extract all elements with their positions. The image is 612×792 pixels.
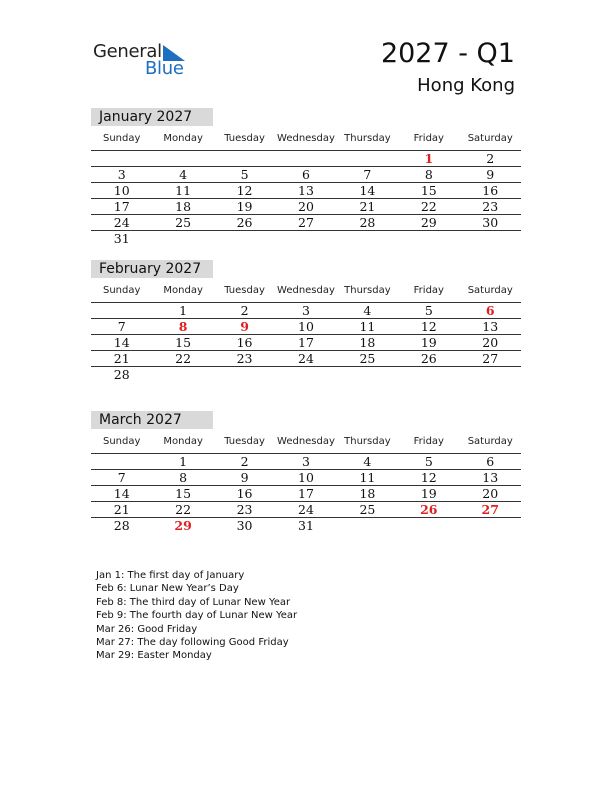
day-cell: 10 — [298, 470, 314, 485]
week-row — [91, 214, 521, 230]
day-cell: 24 — [113, 215, 130, 230]
day-cell: 8 — [424, 167, 433, 182]
day-cell — [337, 151, 398, 166]
page-title: 2027 - Q1 — [380, 38, 515, 69]
logo-word-general: General — [93, 41, 162, 62]
weekday-label: Friday — [413, 133, 444, 144]
weekday-label: Friday — [413, 436, 444, 447]
holiday-notes — [96, 569, 297, 663]
day-cell: 25 — [359, 351, 376, 366]
month-calendar-march — [91, 411, 521, 533]
day-cell — [398, 518, 459, 533]
month-calendar-january — [91, 108, 521, 246]
day-cell: 3 — [302, 454, 310, 469]
day-cell: 5 — [424, 303, 433, 318]
weekday-label: Wednesday — [277, 285, 335, 296]
day-cell: 27 — [482, 351, 499, 366]
logo — [93, 41, 193, 81]
day-cell: 8 — [178, 319, 188, 334]
day-cell: 17 — [113, 199, 130, 214]
day-cell — [91, 303, 152, 318]
day-cell: 8 — [179, 470, 188, 485]
week-row — [91, 302, 521, 318]
day-cell: 22 — [175, 351, 192, 366]
day-cell: 14 — [359, 183, 376, 198]
day-cell — [275, 367, 336, 382]
day-cell: 12 — [420, 470, 437, 485]
day-cell: 21 — [113, 502, 130, 517]
holiday-note: Feb 8: The third day of Lunar New Year — [96, 596, 291, 608]
day-cell: 20 — [298, 199, 314, 214]
day-cell: 21 — [113, 351, 130, 366]
day-cell: 1 — [179, 454, 188, 469]
day-cell: 1 — [424, 151, 434, 166]
week-row — [91, 517, 521, 533]
holiday-note: Feb 6: Lunar New Year’s Day — [96, 583, 239, 595]
day-cell: 16 — [236, 335, 253, 350]
day-cell: 11 — [359, 319, 376, 334]
day-cell: 26 — [420, 351, 437, 366]
month-grid — [91, 453, 521, 533]
day-cell: 23 — [482, 199, 499, 214]
day-cell: 10 — [298, 319, 314, 334]
holiday-note: Mar 27: The day following Good Friday — [96, 637, 289, 649]
day-cell: 26 — [236, 215, 253, 230]
day-cell: 23 — [236, 351, 253, 366]
day-cell: 19 — [236, 199, 253, 214]
day-cell: 30 — [482, 215, 499, 230]
weekday-label: Wednesday — [277, 133, 335, 144]
day-cell — [275, 151, 336, 166]
week-row — [91, 230, 521, 246]
day-cell: 28 — [113, 367, 130, 382]
week-row — [91, 198, 521, 214]
holiday-note: Mar 26: Good Friday — [96, 623, 198, 635]
day-cell: 3 — [117, 167, 126, 182]
day-cell — [275, 231, 336, 246]
week-row — [91, 485, 521, 501]
weekday-label: Saturday — [467, 285, 513, 296]
weekday-label: Monday — [163, 133, 203, 144]
day-cell — [214, 151, 275, 166]
holiday-note: Mar 29: Easter Monday — [96, 650, 212, 662]
day-cell: 5 — [240, 167, 249, 182]
day-cell: 25 — [359, 502, 376, 517]
day-cell: 28 — [113, 518, 130, 533]
day-cell — [460, 231, 521, 246]
day-cell: 26 — [420, 502, 438, 517]
day-cell: 7 — [117, 470, 126, 485]
day-cell: 1 — [179, 303, 188, 318]
day-cell: 4 — [179, 167, 188, 182]
day-cell: 13 — [298, 183, 314, 198]
week-row — [91, 469, 521, 485]
day-cell: 30 — [236, 518, 253, 533]
day-cell — [152, 231, 213, 246]
day-cell: 18 — [175, 199, 192, 214]
weekday-label: Saturday — [467, 436, 513, 447]
day-cell: 23 — [236, 502, 253, 517]
day-cell: 4 — [363, 454, 372, 469]
day-cell: 11 — [359, 470, 376, 485]
day-cell — [91, 151, 152, 166]
day-cell — [337, 231, 398, 246]
day-cell: 15 — [420, 183, 437, 198]
day-cell: 12 — [236, 183, 253, 198]
day-cell: 3 — [302, 303, 310, 318]
day-cell — [214, 367, 275, 382]
day-cell: 19 — [420, 486, 437, 501]
month-grid — [91, 150, 521, 246]
day-cell: 19 — [420, 335, 437, 350]
weekday-label: Monday — [163, 285, 203, 296]
day-cell: 2 — [486, 151, 495, 166]
day-cell: 6 — [302, 167, 310, 182]
weekday-header-row — [91, 436, 521, 450]
day-cell: 14 — [113, 335, 130, 350]
day-cell: 27 — [481, 502, 499, 517]
week-row — [91, 334, 521, 350]
day-cell: 21 — [359, 199, 376, 214]
day-cell: 15 — [175, 335, 192, 350]
day-cell: 18 — [359, 486, 376, 501]
weekday-label: Sunday — [103, 285, 141, 296]
month-title: January 2027 — [91, 108, 213, 126]
day-cell — [398, 231, 459, 246]
day-cell — [214, 231, 275, 246]
day-cell: 17 — [298, 486, 314, 501]
day-cell: 17 — [298, 335, 314, 350]
holiday-note: Jan 1: The first day of January — [96, 570, 245, 581]
day-cell — [398, 367, 459, 382]
day-cell: 29 — [420, 215, 437, 230]
weekday-label: Tuesday — [224, 285, 265, 296]
day-cell: 31 — [113, 231, 130, 246]
week-row — [91, 366, 521, 382]
month-title: March 2027 — [91, 411, 213, 429]
day-cell: 13 — [482, 319, 499, 334]
day-cell — [337, 367, 398, 382]
weekday-label: Monday — [163, 436, 203, 447]
weekday-label: Friday — [413, 285, 444, 296]
day-cell: 22 — [420, 199, 437, 214]
day-cell: 10 — [113, 183, 130, 198]
day-cell — [152, 367, 213, 382]
weekday-label: Thursday — [344, 436, 391, 447]
month-grid — [91, 302, 521, 382]
weekday-header-row — [91, 133, 521, 147]
day-cell: 24 — [298, 351, 314, 366]
weekday-label: Sunday — [103, 436, 141, 447]
day-cell: 31 — [298, 518, 314, 533]
day-cell: 15 — [175, 486, 192, 501]
day-cell — [460, 518, 521, 533]
day-cell: 20 — [482, 486, 499, 501]
day-cell — [460, 367, 521, 382]
day-cell: 7 — [117, 319, 126, 334]
month-title: February 2027 — [91, 260, 213, 278]
day-cell: 4 — [363, 303, 372, 318]
day-cell: 22 — [175, 502, 192, 517]
day-cell: 6 — [486, 454, 495, 469]
day-cell: 24 — [298, 502, 314, 517]
day-cell: 9 — [486, 167, 495, 182]
day-cell: 12 — [420, 319, 437, 334]
week-row — [91, 150, 521, 166]
week-row — [91, 453, 521, 469]
day-cell: 13 — [482, 470, 499, 485]
day-cell: 27 — [298, 215, 314, 230]
day-cell: 14 — [113, 486, 130, 501]
weekday-label: Sunday — [103, 133, 141, 144]
weekday-label: Tuesday — [224, 436, 265, 447]
page-subtitle: Hong Kong — [417, 75, 515, 96]
day-cell: 7 — [363, 167, 372, 182]
day-cell — [337, 518, 398, 533]
logo-word-blue: Blue — [145, 58, 184, 79]
day-cell: 16 — [482, 183, 499, 198]
week-row — [91, 182, 521, 198]
weekday-label: Wednesday — [277, 436, 335, 447]
day-cell: 25 — [175, 215, 192, 230]
day-cell: 28 — [359, 215, 376, 230]
day-cell: 18 — [359, 335, 376, 350]
week-row — [91, 166, 521, 182]
holiday-note: Feb 9: The fourth day of Lunar New Year — [96, 610, 298, 622]
weekday-label: Tuesday — [224, 133, 265, 144]
day-cell: 6 — [485, 303, 495, 318]
week-row — [91, 318, 521, 334]
day-cell: 2 — [240, 454, 249, 469]
weekday-label: Saturday — [467, 133, 513, 144]
day-cell — [91, 454, 152, 469]
day-cell — [152, 151, 213, 166]
day-cell: 5 — [424, 454, 433, 469]
weekday-header-row — [91, 285, 521, 299]
week-row — [91, 501, 521, 517]
day-cell: 29 — [174, 518, 192, 533]
day-cell: 16 — [236, 486, 253, 501]
day-cell: 2 — [240, 303, 249, 318]
month-calendar-february — [91, 260, 521, 382]
day-cell: 20 — [482, 335, 499, 350]
day-cell: 9 — [240, 470, 249, 485]
week-row — [91, 350, 521, 366]
weekday-label: Thursday — [344, 133, 391, 144]
weekday-label: Thursday — [344, 285, 391, 296]
day-cell: 9 — [240, 319, 249, 334]
day-cell: 11 — [175, 183, 192, 198]
